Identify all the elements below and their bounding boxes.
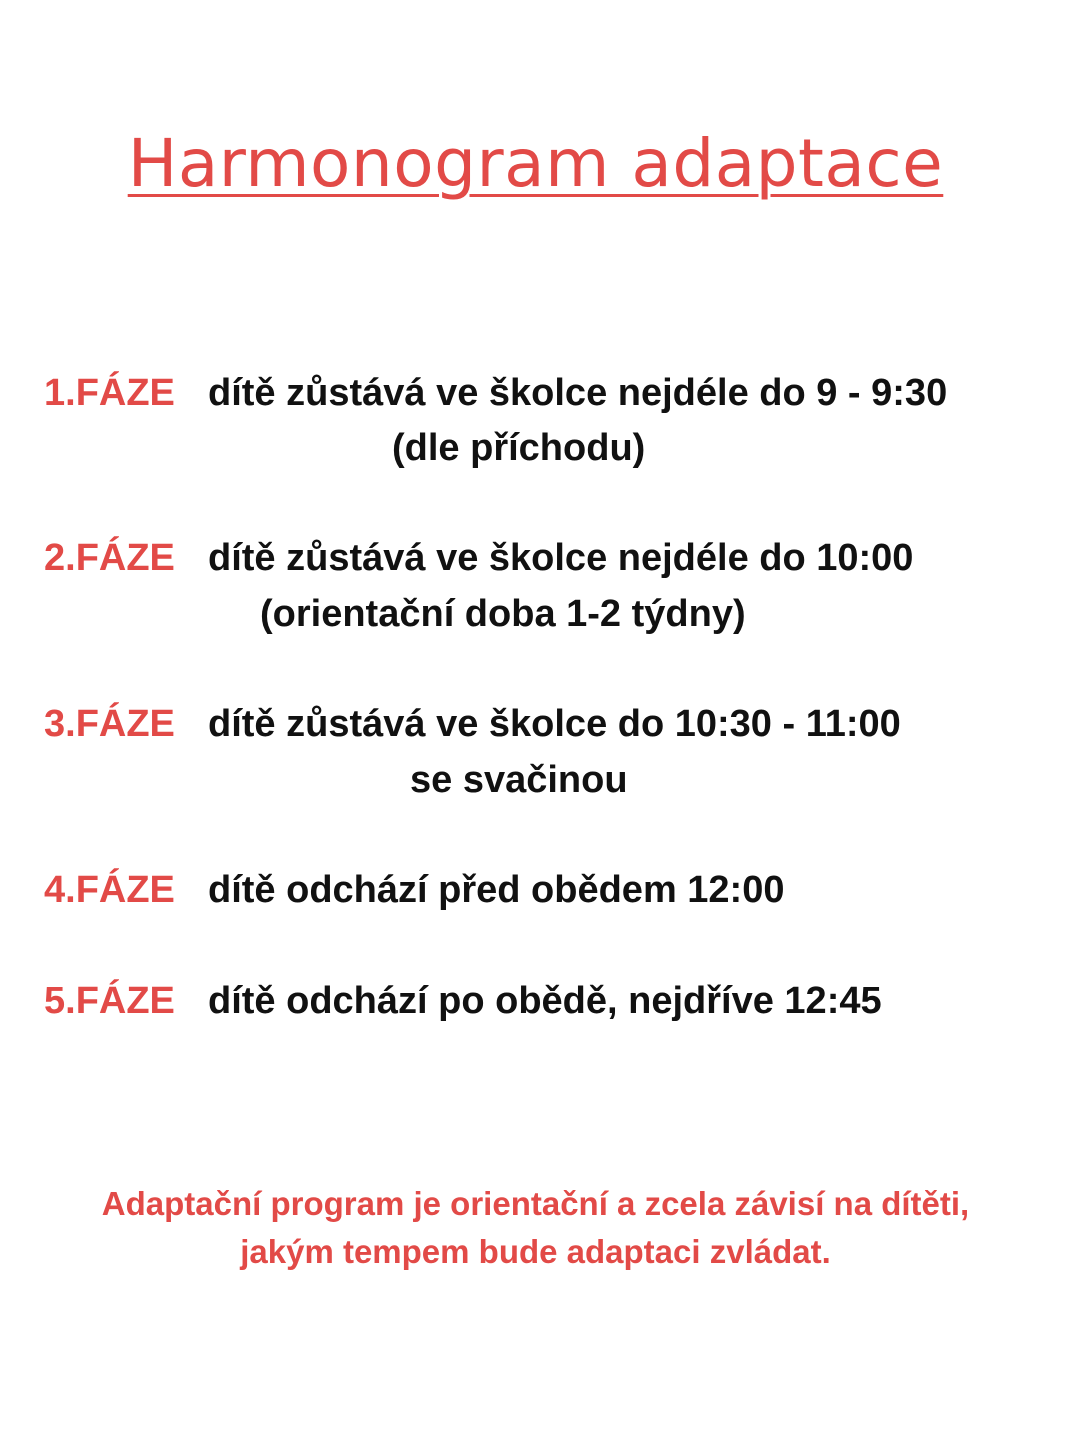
phase-4-description: dítě odchází před obědem 12:00	[208, 869, 785, 911]
phase-4-label: 4.FÁZE	[44, 869, 175, 911]
phase-1-note: (dle příchodu)	[392, 427, 646, 469]
phase-3-description: dítě zůstává ve školce do 10:30 - 11:00	[208, 703, 901, 745]
phase-4	[44, 865, 784, 915]
phase-2-description: dítě zůstává ve školce nejdéle do 10:00	[208, 537, 914, 579]
phase-2	[44, 533, 913, 583]
phase-1-label: 1.FÁZE	[44, 372, 175, 414]
page-title: Harmonogram adaptace	[127, 125, 944, 202]
phase-3-label: 3.FÁZE	[44, 703, 175, 745]
phase-2-note: (orientační doba 1-2 týdny)	[260, 593, 746, 635]
footer-note	[0, 1180, 1071, 1276]
phase-3	[44, 699, 901, 749]
phase-5-description: dítě odchází po obědě, nejdříve 12:45	[208, 980, 882, 1022]
phase-1	[44, 368, 947, 418]
phase-5-label: 5.FÁZE	[44, 980, 175, 1022]
phase-1-description: dítě zůstává ve školce nejdéle do 9 - 9:30	[208, 372, 948, 414]
phase-5	[44, 976, 882, 1026]
footer-line-1: Adaptační program je orientační a zcela závisí na dítěti,	[101, 1185, 970, 1222]
footer-line-2: jakým tempem bude adaptaci zvládat.	[240, 1233, 831, 1270]
phase-2-label: 2.FÁZE	[44, 537, 175, 579]
phase-3-note: se svačinou	[410, 759, 628, 801]
